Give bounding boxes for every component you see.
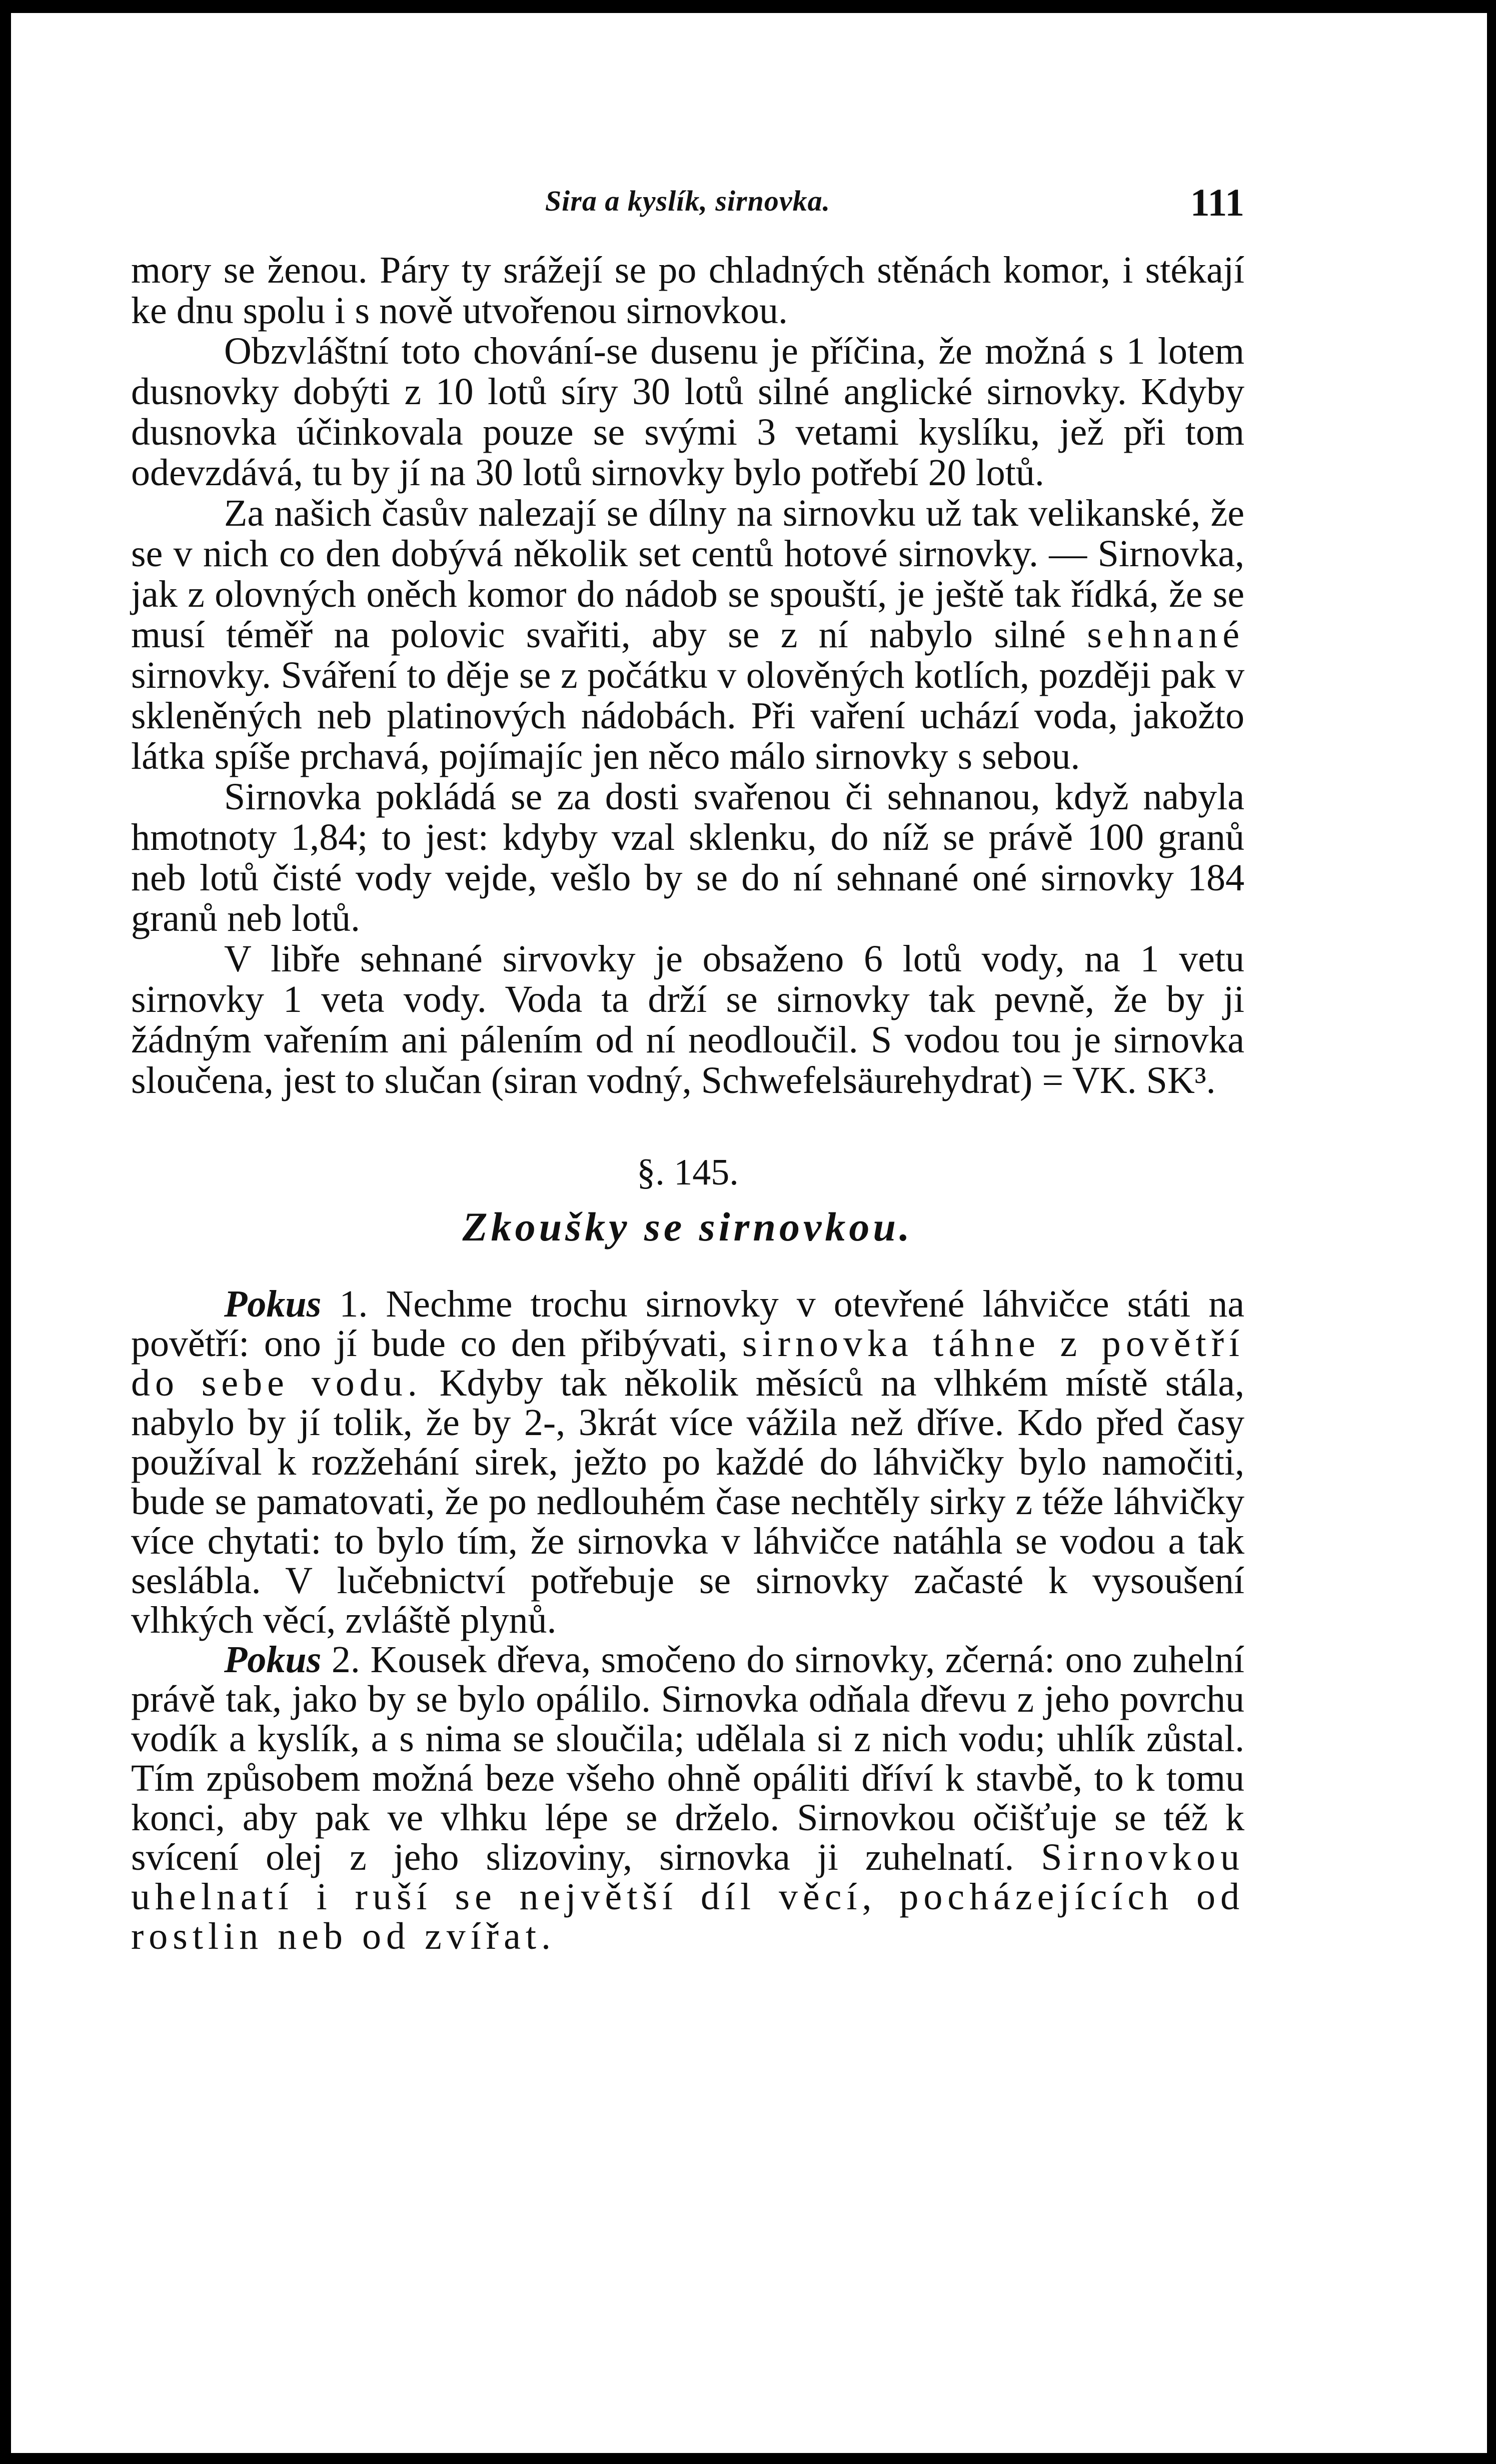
experiment-1-number: 1. <box>339 1283 368 1325</box>
paragraph-dilny-text-b: sirnovky. Sváření to děje se z počátku v olověných kotlích, později pak v skleněných neb platinových nádobách. Při vaření uchází voda, jakožto látka spíše prchavá, pojímajíc jen něco málo sirnovky s sebou. <box>131 654 1244 777</box>
paragraph-dusnovka: Obzvláštní toto chování-se dusenu je příčina, že možná s 1 lotem dusnovky dobýti z 10 lotů síry 30 lotů silné anglické sirnovky. Kdyby dusnovka účinkovala pouze se svými 3 vetami kyslíku, jež při tom odevzdává, tu by jí na 30 lotů sirnovky bylo potřebí 20 lotů. <box>131 330 1244 494</box>
experiment-2-number: 2. <box>331 1639 360 1681</box>
section-title: Zkoušky se sirnovkou. <box>462 1204 913 1250</box>
experiment-2-spaced: Sirnovkou uhelnatí i ruší se největší díl věcí, pocházejících od rostlin neb od zvířat. <box>131 1836 1244 1957</box>
section-number: §. 145. <box>637 1152 739 1193</box>
running-title: Sira a kyslík, sirnovka. <box>545 185 831 217</box>
experiment-1-text-a: Nechme trochu sirnovky v otevřené láhvičce státi na povětří: ono jí bude co den přibývati, <box>131 1283 1245 1365</box>
scan-border-right <box>1487 0 1496 2464</box>
experiment-2-text-a: Kousek dřeva, smočeno do sirnovky, zčerná: ono zuhelní právě tak, jako by se bylo opálilo. Sirnovka odňala dřevu z jeho povrchu vodík a kyslík, a s nima se sloučila; udělala si z nich vodu; uhlík zůstal. Tím způsobem možná beze všeho ohně opáliti dříví k stavbě, to k tomu konci, aby pak ve vlhku lépe se drželo. Sirnovkou očišťuje se též k svícení olej z jeho slizoviny, sirnovka ji zuhelnatí. <box>131 1639 1244 1878</box>
experiment-1-spaced: sirnovka táhne z povětří do sebe vodu. <box>131 1323 1244 1404</box>
experiment-1-label: Pokus <box>224 1283 322 1325</box>
paragraph-voda: V libře sehnané sirvovky je obsaženo 6 lotů vody, na 1 vetu sirnovky 1 veta vody. Voda ta drží se sirnovky tak pevně, že by ji žádným vařením ani pálením od ní neodloučil. S vodou tou je sirnovka sloučena, jest to slučan (siran vodný, Schwefelsäurehydrat) = VK. SK³. <box>131 938 1244 1101</box>
scan-border-bottom <box>0 2453 1496 2464</box>
experiment-2-label: Pokus <box>224 1639 322 1681</box>
paragraph-continued: mory se ženou. Páry ty srážejí se po chladných stěnách komor, i stékají ke dnu spolu i s nově utvořenou sirnovkou. <box>131 249 1244 332</box>
experiment-1-text-b: Kdyby tak několik měsíců na vlhkém místě stála, nabylo by jí tolik, že by 2-, 3krát více vážila než dříve. Kdo před časy používal k rozžehání sirek, ježto po každé do láhvičky bylo namočiti, bude se pamatovati, že po nedlouhém čase nechtěly sirky z téže láhvičky více chytati: to bylo tím, že sirnovka v láhvičce natáhla se vodou a tak seslábla. V lučebnictví potřebuje se sirnovky začasté k vysoušení vlhkých věcí, zvláště plynů. <box>131 1362 1245 1641</box>
paragraph-hmotnota: Sirnovka pokládá se za dosti svařenou či sehnanou, když nabyla hmotnoty 1,84; to jest: kdyby vzal sklenku, do níž se právě 100 granů neb lotů čisté vody vejde, vešlo by se do ní sehnané oné sirnovky 184 granů neb lotů. <box>131 776 1244 939</box>
experiment-1 <box>131 1285 1244 1640</box>
page-header <box>131 180 1244 225</box>
scan-border-left <box>0 0 11 2464</box>
spaced-term-sehnane: sehnané <box>1087 614 1245 656</box>
paragraph-dilny <box>131 493 1244 777</box>
experiment-2 <box>131 1640 1244 1956</box>
paragraph-dilny-text-a: Za našich časův nalezají se dílny na sirnovku už tak velikanské, že se v nich co den dobývá několik set centů hotové sirnovky. — Sirnovka, jak z olovných oněch komor do nádob se spouští, je ještě tak řídká, že se musí téměř na polovic svařiti, aby se z ní nabylo silné <box>131 492 1244 656</box>
scan-border-top <box>0 0 1496 13</box>
page-number: 111 <box>1190 181 1244 224</box>
body-text <box>131 250 1244 1956</box>
